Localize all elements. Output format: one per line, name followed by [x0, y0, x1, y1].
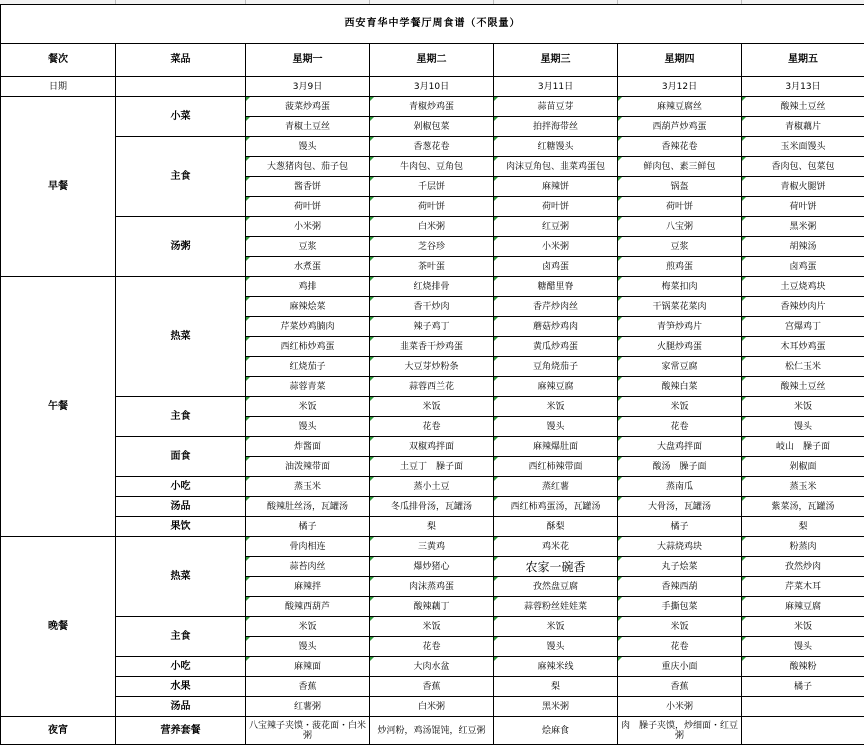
- header-day-tue: 星期二: [370, 44, 494, 77]
- dish-cell-thu: 梅菜扣肉: [618, 277, 742, 297]
- dish-cell-wed: 蒸红薯: [494, 477, 618, 497]
- header-day-fri: 星期五: [742, 44, 864, 77]
- dish-cell-wed: 糖醋里脊: [494, 277, 618, 297]
- dish-cell-thu: 八宝粥: [618, 217, 742, 237]
- dish-cell-wed: 麻辣米线: [494, 657, 618, 677]
- dish-cell-tue: 蒸小土豆: [370, 477, 494, 497]
- dish-cell-thu: 大骨汤，瓦罐汤: [618, 497, 742, 517]
- dish-cell-fri: 梨: [742, 517, 864, 537]
- dish-cell-mon: 油泼辣带面: [246, 457, 370, 477]
- category-zhushi: 主食: [116, 137, 246, 217]
- dish-cell-tue: 炒河粉，鸡汤馄饨，红豆粥: [370, 717, 494, 745]
- category-xiaochi: 小吃: [116, 477, 246, 497]
- dish-cell-mon: 蒜苔肉丝: [246, 557, 370, 577]
- dish-cell-mon: 八宝辣子夹馍・菠花面・白米粥: [246, 717, 370, 745]
- dish-cell-wed: 米饭: [494, 617, 618, 637]
- dish-cell-fri: 青椒藕片: [742, 117, 864, 137]
- dish-cell-fri: 酸辣粉: [742, 657, 864, 677]
- dish-cell-tue: 白米粥: [370, 217, 494, 237]
- dish-cell-fri: 芹菜木耳: [742, 577, 864, 597]
- dish-cell-wed: 酥梨: [494, 517, 618, 537]
- dish-cell-mon: 麻辣烩菜: [246, 297, 370, 317]
- dish-cell-mon: 酱香饼: [246, 177, 370, 197]
- dish-cell-thu: 豆浆: [618, 237, 742, 257]
- dish-cell-thu: 花卷: [618, 417, 742, 437]
- dish-cell-fri: 黑米粥: [742, 217, 864, 237]
- dish-cell-thu: 酸汤 臊子面: [618, 457, 742, 477]
- dish-cell-thu: 小米粥: [618, 697, 742, 717]
- dish-cell-fri: 青椒火腿饼: [742, 177, 864, 197]
- dish-cell-thu: 丸子烩菜: [618, 557, 742, 577]
- category-zhushi: 主食: [116, 617, 246, 657]
- category-guoyin: 果饮: [116, 517, 246, 537]
- menu-row: [1, 537, 864, 557]
- dish-cell-thu: 大盘鸡拌面: [618, 437, 742, 457]
- dish-cell-mon: 馒头: [246, 417, 370, 437]
- dish-cell-wed: 馒头: [494, 417, 618, 437]
- dish-cell-tue: 香蕉: [370, 677, 494, 697]
- dish-cell-mon: 麻辣面: [246, 657, 370, 677]
- dish-cell-fri: 酸辣土豆丝: [742, 377, 864, 397]
- dish-cell-mon: 红烧茄子: [246, 357, 370, 377]
- dish-cell-fri: 麻辣豆腐: [742, 597, 864, 617]
- dish-cell-mon: 菠菜炒鸡蛋: [246, 97, 370, 117]
- dish-cell-tue: 爆炒猪心: [370, 557, 494, 577]
- dish-cell-fri: 卤鸡蛋: [742, 257, 864, 277]
- dish-cell-tue: 芝谷珍: [370, 237, 494, 257]
- dish-cell-wed: 卤鸡蛋: [494, 257, 618, 277]
- menu-row: [1, 517, 864, 537]
- category-tang: 汤品: [116, 497, 246, 517]
- date-mon: 3月9日: [246, 77, 370, 97]
- dish-cell-wed: 小米粥: [494, 237, 618, 257]
- dish-cell-wed: 西红柿鸡蛋汤，瓦罐汤: [494, 497, 618, 517]
- dish-cell-fri: 蒸玉米: [742, 477, 864, 497]
- dish-cell-thu: 麻辣豆腐丝: [618, 97, 742, 117]
- header-day-mon: 星期一: [246, 44, 370, 77]
- dish-cell-wed: 梨: [494, 677, 618, 697]
- dish-cell-tue: 茶叶蛋: [370, 257, 494, 277]
- header-day-thu: 星期四: [618, 44, 742, 77]
- dish-cell-thu: 肉 臊子夹馍，炒细面・红豆粥: [618, 717, 742, 745]
- dish-cell-wed: 鸡米花: [494, 537, 618, 557]
- dish-cell-fri: 米饭: [742, 617, 864, 637]
- dish-cell-mon: 西红柿炒鸡蛋: [246, 337, 370, 357]
- dish-cell-tue: 青椒炒鸡蛋: [370, 97, 494, 117]
- dish-cell-thu: 鲜肉包、素三鲜包: [618, 157, 742, 177]
- dish-cell-fri: 岐山 臊子面: [742, 437, 864, 457]
- dish-cell-tue: 双椒鸡拌面: [370, 437, 494, 457]
- dish-cell-thu: 米饭: [618, 397, 742, 417]
- date-fri: 3月13日: [742, 77, 864, 97]
- dish-cell-thu: 橘子: [618, 517, 742, 537]
- dish-cell-tue: 千层饼: [370, 177, 494, 197]
- menu-row: [1, 217, 864, 237]
- menu-row: [1, 657, 864, 677]
- dish-cell-fri: 粉蒸肉: [742, 537, 864, 557]
- dish-cell-thu: 酸辣白菜: [618, 377, 742, 397]
- dish-cell-mon: 鸡排: [246, 277, 370, 297]
- category-yingyang: 营养套餐: [116, 717, 246, 745]
- dish-cell-mon: 酸辣西葫芦: [246, 597, 370, 617]
- category-recai: 热菜: [116, 277, 246, 397]
- dish-cell-tue: 酸辣藕丁: [370, 597, 494, 617]
- dish-cell-fri: 米饭: [742, 397, 864, 417]
- meal-night: 夜宵: [1, 717, 116, 745]
- meal-dinner: 晚餐: [1, 537, 116, 717]
- dish-cell-tue: 辣子鸡丁: [370, 317, 494, 337]
- dish-cell-tue: 蒜蓉西兰花: [370, 377, 494, 397]
- dish-cell-wed: 红糖馒头: [494, 137, 618, 157]
- menu-row: [1, 397, 864, 417]
- dish-cell-wed: 蒜苗豆芽: [494, 97, 618, 117]
- dish-cell-wed: 拍拌海带丝: [494, 117, 618, 137]
- dish-cell-mon: 馒头: [246, 637, 370, 657]
- date-thu: 3月12日: [618, 77, 742, 97]
- dish-cell-thu: 手撕包菜: [618, 597, 742, 617]
- dish-cell-fri: 剁椒面: [742, 457, 864, 477]
- category-zhushi: 主食: [116, 397, 246, 437]
- dish-cell-fri: 土豆烧鸡块: [742, 277, 864, 297]
- dish-cell-wed: 馒头: [494, 637, 618, 657]
- dish-cell-tue: 香干炒肉: [370, 297, 494, 317]
- dish-cell-mon: 水煮蛋: [246, 257, 370, 277]
- dish-cell-tue: 大肉水盆: [370, 657, 494, 677]
- dish-cell-wed: 麻辣爆肚面: [494, 437, 618, 457]
- date-label: 日期: [1, 77, 116, 97]
- menu-row: [1, 497, 864, 517]
- dish-cell-thu: 香辣西葫: [618, 577, 742, 597]
- dish-cell-thu: 花卷: [618, 637, 742, 657]
- category-shuiguo: 水果: [116, 677, 246, 697]
- weekly-menu-table: [0, 4, 864, 745]
- dish-cell-fri: 酸辣土豆丝: [742, 97, 864, 117]
- dish-cell-wed: 孜然盘豆腐: [494, 577, 618, 597]
- dish-cell-tue: 花卷: [370, 637, 494, 657]
- dish-cell-fri: 宫爆鸡丁: [742, 317, 864, 337]
- menu-row: [1, 717, 864, 745]
- dish-cell-fri: 孜然炒肉: [742, 557, 864, 577]
- dish-cell-fri: 松仁玉米: [742, 357, 864, 377]
- dish-cell-thu: 家常豆腐: [618, 357, 742, 377]
- dish-cell-tue: 荷叶饼: [370, 197, 494, 217]
- dish-cell-tue: 三黄鸡: [370, 537, 494, 557]
- dish-cell-wed: 米饭: [494, 397, 618, 417]
- dish-cell-thu: 西葫芦炒鸡蛋: [618, 117, 742, 137]
- dish-cell-mon: 酸辣肚丝汤，瓦罐汤: [246, 497, 370, 517]
- dish-cell-wed: 麻辣豆腐: [494, 377, 618, 397]
- dish-cell-tue: 牛肉包、豆角包: [370, 157, 494, 177]
- header-day-wed: 星期三: [494, 44, 618, 77]
- dish-cell-thu: 香辣花卷: [618, 137, 742, 157]
- category-tangzhou: 汤粥: [116, 217, 246, 277]
- dish-cell-thu: 青笋炒鸡片: [618, 317, 742, 337]
- dish-cell-wed: 豆角烧茄子: [494, 357, 618, 377]
- dish-cell-thu: 火腿炒鸡蛋: [618, 337, 742, 357]
- dish-cell-mon: 芹菜炒鸡腩肉: [246, 317, 370, 337]
- dish-cell-tue: 米饭: [370, 617, 494, 637]
- dish-cell-mon: 炸酱面: [246, 437, 370, 457]
- dish-cell-thu: 锅盔: [618, 177, 742, 197]
- date-tue: 3月10日: [370, 77, 494, 97]
- dish-cell-wed: 烩麻食: [494, 717, 618, 745]
- menu-title: 西安育华中学餐厅周食谱（不限量）: [1, 5, 864, 44]
- dish-cell-fri: [742, 697, 864, 717]
- dish-cell-mon: 红薯粥: [246, 697, 370, 717]
- dish-cell-wed: 黑米粥: [494, 697, 618, 717]
- dish-cell-tue: 梨: [370, 517, 494, 537]
- dish-cell-fri: [742, 717, 864, 745]
- header-dish: 菜品: [116, 44, 246, 77]
- dish-cell-fri: 橘子: [742, 677, 864, 697]
- dish-cell-tue: 白米粥: [370, 697, 494, 717]
- dish-cell-wed: 农家一碗香: [494, 557, 618, 577]
- category-mianshi: 面食: [116, 437, 246, 477]
- dish-cell-mon: 米饭: [246, 617, 370, 637]
- dish-cell-tue: 肉沫蒸鸡蛋: [370, 577, 494, 597]
- dish-cell-thu: 荷叶饼: [618, 197, 742, 217]
- dish-cell-mon: 大葱猪肉包、茄子包: [246, 157, 370, 177]
- dish-cell-thu: 大蒜烧鸡块: [618, 537, 742, 557]
- category-xiaocai: 小菜: [116, 97, 246, 137]
- dish-cell-mon: 蒸玉米: [246, 477, 370, 497]
- menu-row: [1, 477, 864, 497]
- dish-cell-thu: 蒸南瓜: [618, 477, 742, 497]
- meal-lunch: 午餐: [1, 277, 116, 537]
- dish-cell-wed: 麻辣饼: [494, 177, 618, 197]
- menu-row: [1, 677, 864, 697]
- dish-cell-fri: 馒头: [742, 417, 864, 437]
- category-xiaochi: 小吃: [116, 657, 246, 677]
- dish-cell-thu: 重庆小面: [618, 657, 742, 677]
- dish-cell-mon: 麻辣拌: [246, 577, 370, 597]
- dish-cell-wed: 红豆粥: [494, 217, 618, 237]
- dish-cell-mon: 橘子: [246, 517, 370, 537]
- dish-cell-mon: 馒头: [246, 137, 370, 157]
- dish-cell-tue: 香葱花卷: [370, 137, 494, 157]
- dish-cell-wed: 香芹炒肉丝: [494, 297, 618, 317]
- dish-cell-mon: 豆浆: [246, 237, 370, 257]
- dish-cell-tue: 剁椒包菜: [370, 117, 494, 137]
- dish-cell-wed: 蒜蓉粉丝娃娃菜: [494, 597, 618, 617]
- dish-cell-thu: 干锅菜花菜肉: [618, 297, 742, 317]
- dish-cell-thu: 煎鸡蛋: [618, 257, 742, 277]
- dish-cell-fri: 香辣炒肉片: [742, 297, 864, 317]
- dish-cell-wed: 黄瓜炒鸡蛋: [494, 337, 618, 357]
- date-blank: [116, 77, 246, 97]
- dish-cell-mon: 香蕉: [246, 677, 370, 697]
- dish-cell-fri: 玉米面馒头: [742, 137, 864, 157]
- category-recai: 热菜: [116, 537, 246, 617]
- dish-cell-thu: 米饭: [618, 617, 742, 637]
- dish-cell-mon: 荷叶饼: [246, 197, 370, 217]
- category-tang: 汤品: [116, 697, 246, 717]
- dish-cell-mon: 米饭: [246, 397, 370, 417]
- dish-cell-thu: 香蕉: [618, 677, 742, 697]
- dish-cell-fri: 荷叶饼: [742, 197, 864, 217]
- meal-breakfast: 早餐: [1, 97, 116, 277]
- dish-cell-fri: 香肉包、包菜包: [742, 157, 864, 177]
- dish-cell-wed: 西红柿辣带面: [494, 457, 618, 477]
- menu-row: [1, 137, 864, 157]
- dish-cell-tue: 韭菜香干炒鸡蛋: [370, 337, 494, 357]
- menu-row: [1, 697, 864, 717]
- dish-cell-tue: 冬瓜排骨汤，瓦罐汤: [370, 497, 494, 517]
- dish-cell-fri: 馒头: [742, 637, 864, 657]
- dish-cell-wed: 肉沫豆角包、韭菜鸡蛋包: [494, 157, 618, 177]
- header-meal: 餐次: [1, 44, 116, 77]
- dish-cell-tue: 花卷: [370, 417, 494, 437]
- dish-cell-wed: 蘑菇炒鸡肉: [494, 317, 618, 337]
- menu-row: [1, 277, 864, 297]
- menu-row: [1, 437, 864, 457]
- menu-row: [1, 617, 864, 637]
- dish-cell-mon: 小米粥: [246, 217, 370, 237]
- dish-cell-tue: 米饭: [370, 397, 494, 417]
- dish-cell-wed: 荷叶饼: [494, 197, 618, 217]
- dish-cell-mon: 蒜蓉青菜: [246, 377, 370, 397]
- dish-cell-fri: 紫菜汤，瓦罐汤: [742, 497, 864, 517]
- dish-cell-tue: 土豆丁 臊子面: [370, 457, 494, 477]
- dish-cell-tue: 大豆芽炒粉条: [370, 357, 494, 377]
- dish-cell-mon: 青椒土豆丝: [246, 117, 370, 137]
- dish-cell-fri: 胡辣汤: [742, 237, 864, 257]
- dish-cell-mon: 骨肉相连: [246, 537, 370, 557]
- dish-cell-tue: 红烧排骨: [370, 277, 494, 297]
- date-wed: 3月11日: [494, 77, 618, 97]
- menu-row: [1, 97, 864, 117]
- dish-cell-fri: 木耳炒鸡蛋: [742, 337, 864, 357]
